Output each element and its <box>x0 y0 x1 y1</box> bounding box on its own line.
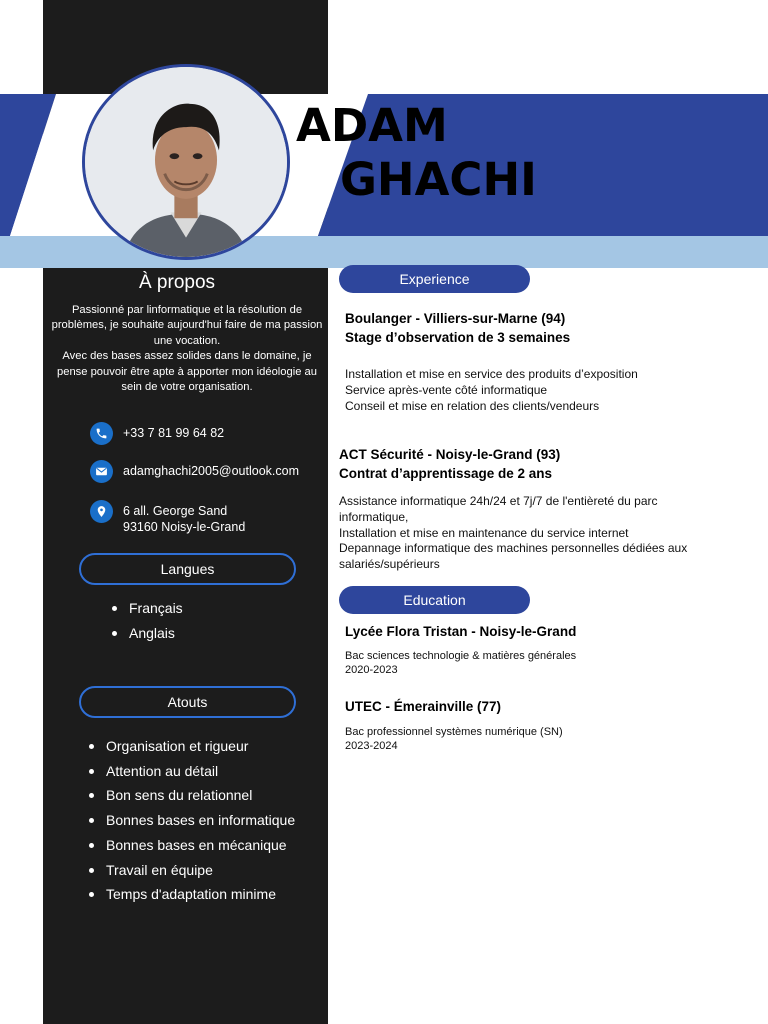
asset-item: Travail en équipe <box>84 858 295 883</box>
mail-icon <box>90 460 113 483</box>
language-item: Français <box>107 596 183 621</box>
contact-address <box>90 500 245 535</box>
job-2-company: ACT Sécurité - Noisy-le-Grand (93) <box>339 447 561 462</box>
about-text: Passionné par linformatique et la résolution de problèmes, je souhaite aujourd'hui faire de ma passion une vocation. Avec des bases assez solides dans le domaine, je pense pouvoir être apte à apporter mon idéologie au sein de votre organisation. <box>51 304 323 394</box>
education-1-years: 2020-2023 <box>345 664 398 676</box>
last-name: GHACHI <box>340 153 537 206</box>
job-2-title <box>339 446 560 483</box>
job-1-description: Installation et mise en service des produits d’exposition Service après-vente côté informatique Conseil et mise en relation des clients/vendeurs <box>345 367 638 413</box>
education-2-years: 2023-2024 <box>345 740 398 752</box>
address <box>123 500 245 535</box>
contact-phone <box>90 422 224 445</box>
education-2-degree: Bac professionnel systèmes numérique (SN) <box>345 726 563 738</box>
job-1-title <box>345 310 570 347</box>
profile-photo <box>82 64 290 260</box>
asset-item: Bonnes bases en informatique <box>84 808 295 833</box>
header-light-band <box>0 236 768 268</box>
education-section-title: Education <box>339 586 530 614</box>
email-address[interactable]: adamghachi2005@outlook.com <box>123 464 299 478</box>
contact-email <box>90 460 299 483</box>
job-2-contract: Contrat d’apprentissage de 2 ans <box>339 465 553 481</box>
education-2-details <box>345 725 563 753</box>
assets-section-title: Atouts <box>79 686 296 718</box>
profile-photo-illustration <box>85 67 287 257</box>
job-1-company: Boulanger - Villiers-sur-Marne (94) <box>345 311 566 326</box>
languages-section-title: Langues <box>79 553 296 585</box>
location-pin-icon <box>90 500 113 523</box>
education-1-degree: Bac sciences technologie & matières générales <box>345 650 577 662</box>
first-name: ADAM <box>296 99 448 152</box>
job-1-contract: Stage d’observation de 3 semaines <box>345 329 571 345</box>
phone-icon <box>90 422 113 445</box>
languages-list <box>107 596 183 645</box>
assets-list <box>84 734 295 907</box>
experience-section-title: Experience <box>339 265 530 293</box>
asset-item: Organisation et rigueur <box>84 734 295 759</box>
education-1-school: Lycée Flora Tristan - Noisy-le-Grand <box>345 624 577 639</box>
asset-item: Bonnes bases en mécanique <box>84 833 295 858</box>
language-item: Anglais <box>107 621 183 646</box>
phone-number[interactable]: +33 7 81 99 64 82 <box>123 426 225 440</box>
education-2-school: UTEC - Émerainville (77) <box>345 699 502 714</box>
asset-item: Bon sens du relationnel <box>84 783 295 808</box>
education-1-details <box>345 649 576 677</box>
asset-item: Attention au détail <box>84 759 295 784</box>
address-line-2: 93160 Noisy-le-Grand <box>123 520 246 534</box>
job-2-description: Assistance informatique 24h/24 et 7j/7 de l'entièreté du parc informatique, Installation et mise en maintenance du service internet Depannage informatique des machines personnelles dédiées aux salariés/supérieurs <box>339 494 688 572</box>
about-title: À propos <box>138 272 216 293</box>
address-line-1: 6 all. George Sand <box>123 504 228 518</box>
asset-item: Temps d'adaptation minime <box>84 882 295 907</box>
